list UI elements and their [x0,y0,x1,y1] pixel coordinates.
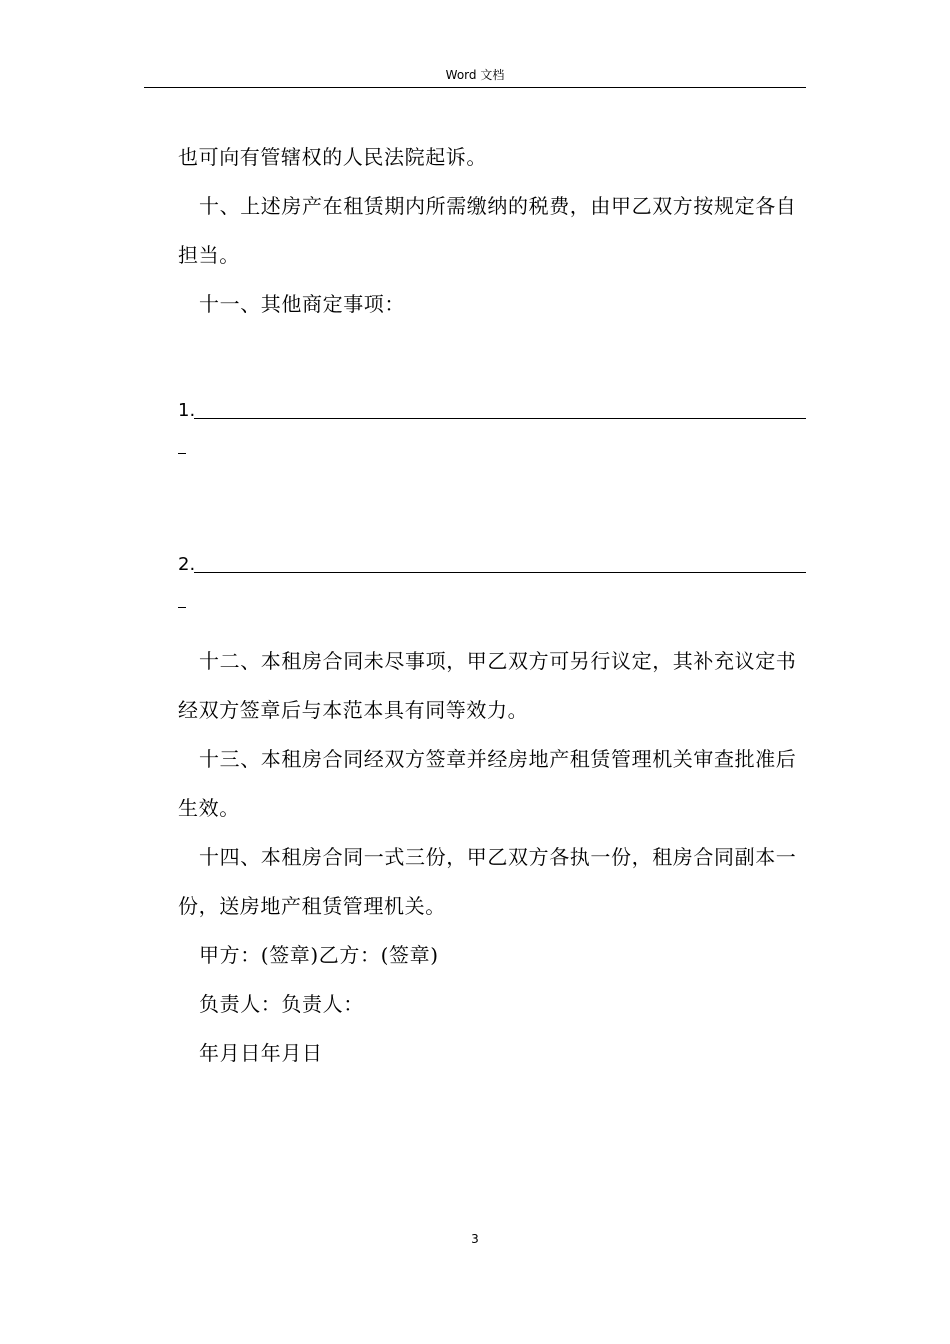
fill-in-line-1-number: 1. [178,400,196,421]
fill-in-line-1-rule [194,418,806,419]
signature-parties: 甲方：(签章)乙方：(签章) [199,943,439,967]
paragraph-clause-13: 十三、本租房合同经双方签章并经房地产租赁管理机关审查批准后生效。 [178,747,797,820]
page-number: 3 [471,1232,479,1246]
fill-in-line-2-tail [178,607,806,627]
page-header: Word 文档 [445,68,505,82]
paragraph-clause-14: 十四、本租房合同一式三份，甲乙双方各执一份，租房合同副本一份，送房地产租赁管理机关。 [178,845,797,918]
document-body [178,133,806,1078]
header-divider [144,87,806,88]
fill-in-line-2-number: 2. [178,554,196,575]
fill-in-line-1 [178,397,806,421]
signature-responsible: 负责人：负责人： [199,992,364,1016]
fill-in-line-2-rule [194,572,806,573]
signature-dates: 年月日年月日 [199,1041,323,1065]
paragraph-clause-10: 十、上述房产在租赁期内所需缴纳的税费，由甲乙双方按规定各自担当。 [178,194,797,267]
paragraph-lawsuit: 也可向有管辖权的人民法院起诉。 [178,145,487,169]
paragraph-clause-11: 十一、其他商定事项： [199,292,405,316]
fill-in-line-1-tail [178,453,806,473]
paragraph-clause-12: 十二、本租房合同未尽事项，甲乙双方可另行议定，其补充议定书经双方签章后与本范本具有同等效力。 [178,649,797,722]
fill-in-line-2 [178,551,806,575]
